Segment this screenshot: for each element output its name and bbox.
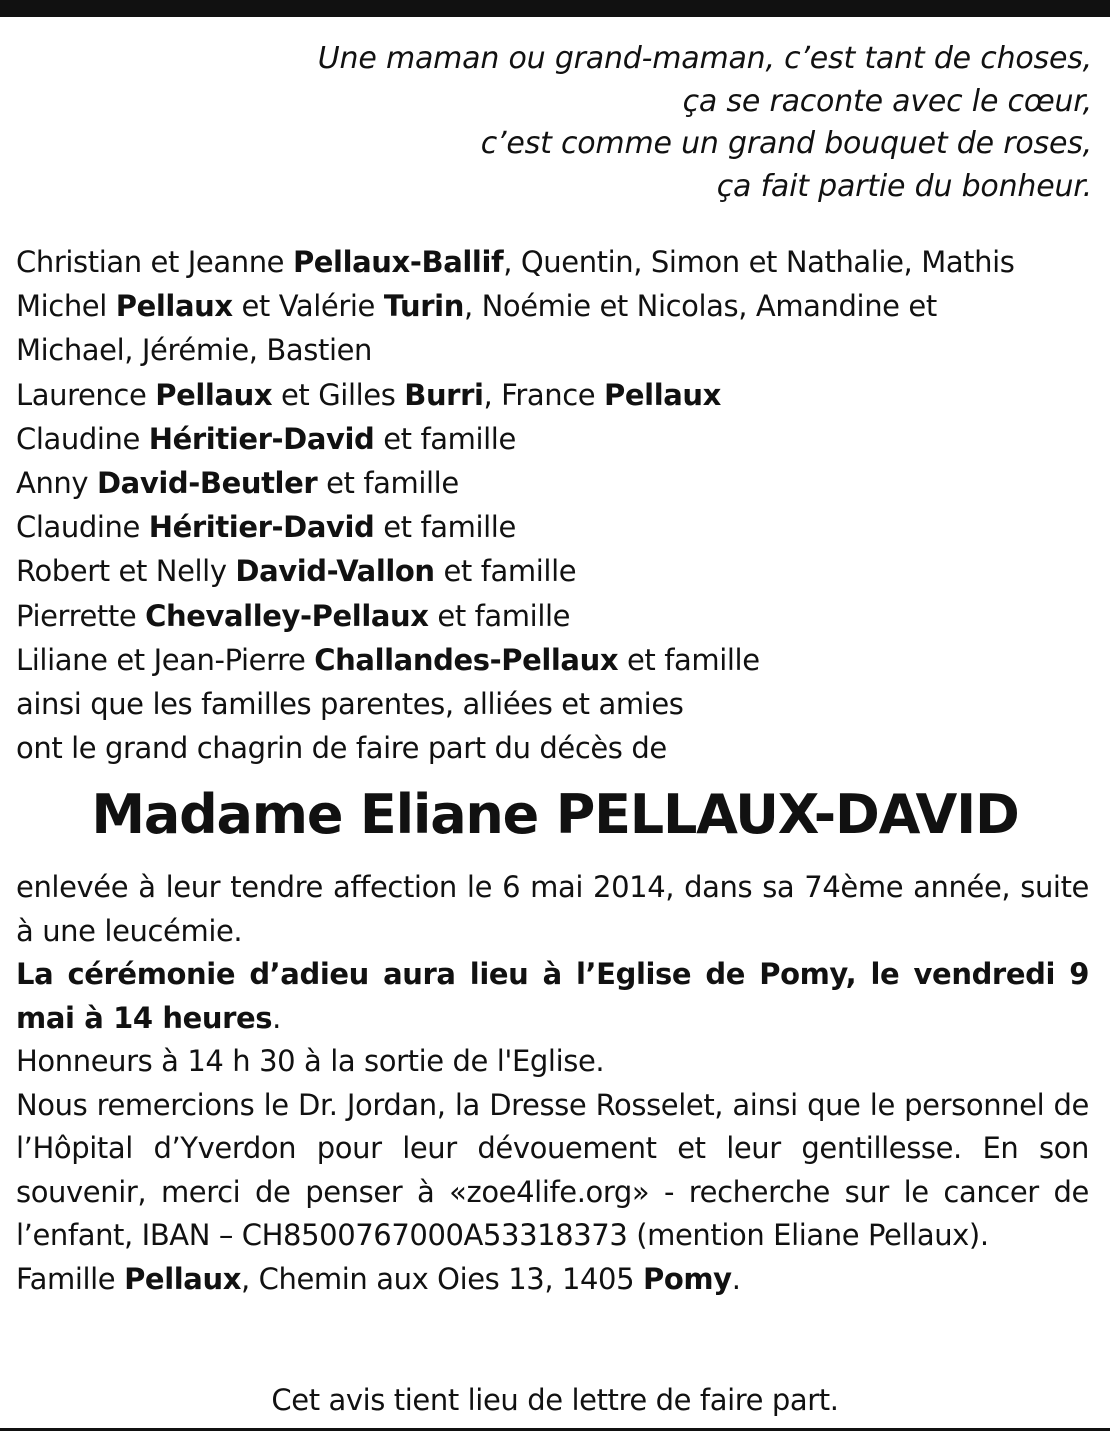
text-segment: , Noémie et Nicolas, Amandine et (463, 289, 937, 324)
text-segment: Robert et Nelly (16, 554, 236, 589)
family-line (16, 638, 1096, 682)
family-surname: Héritier-David (148, 510, 375, 545)
text-segment: et Valérie (232, 289, 384, 324)
text-segment: Claudine (16, 421, 149, 456)
family-line (16, 328, 1096, 372)
family-surname: David-Vallon (235, 554, 435, 589)
family-line (16, 594, 1096, 638)
text-segment: , France (483, 377, 605, 412)
top-border-rule (0, 0, 1110, 17)
text-segment: Claudine (16, 510, 149, 545)
family-line (16, 549, 1096, 593)
poem-line: ça se raconte avec le cœur, (682, 83, 1092, 119)
text-segment: . (272, 1000, 281, 1035)
address-paragraph (16, 1258, 1089, 1302)
text-segment: ont le grand chagrin de faire part du décès de (16, 731, 667, 766)
ceremony-paragraph (16, 953, 1089, 1040)
text-segment: Anny (16, 466, 97, 501)
text-segment: Michael, Jérémie, Bastien (16, 333, 373, 368)
family-surname: Challandes-Pellaux (314, 642, 619, 677)
family-surname: Pellaux (124, 1261, 242, 1296)
family-surname: Pellaux (604, 377, 721, 412)
family-line (16, 284, 1096, 328)
poem-verse (92, 38, 1092, 208)
family-surname: Turin (383, 289, 464, 324)
text-segment: et Gilles (272, 377, 405, 412)
deceased-name-heading: Madame Eliane PELLAUX-DAVID (91, 783, 1019, 846)
family-line (16, 373, 1096, 417)
text-segment: Famille (16, 1261, 125, 1296)
text-segment: Pierrette (16, 598, 146, 633)
text-segment: , Quentin, Simon et Nathalie, Mathis (503, 245, 1015, 279)
family-surname: Chevalley-Pellaux (145, 598, 429, 633)
ceremony-info: La cérémonie d’adieu aura lieu à l’Eglise de Pomy, le vendredi 9 mai à 14 heures (16, 957, 1089, 1035)
text-segment: et famille (374, 510, 516, 545)
bottom-border-rule (0, 1428, 1110, 1431)
family-line (16, 726, 1096, 770)
passing-paragraph: enlevée à leur tendre affection le 6 mai 2014, dans sa 74ème année, suite à une leucémie. (16, 870, 1089, 948)
family-line (16, 240, 1096, 284)
family-surname: Pellaux (115, 289, 233, 324)
text-segment: . (731, 1261, 741, 1296)
poem-line: Une maman ou grand-maman, c’est tant de choses, (317, 41, 1092, 76)
text-segment: et famille (434, 554, 577, 589)
family-surname: Pellaux (155, 377, 273, 412)
announcement-details (16, 866, 1089, 1301)
text-segment: Laurence (16, 377, 156, 412)
village-name: Pomy (642, 1261, 732, 1296)
family-line (16, 417, 1096, 461)
text-segment: Michel (16, 289, 116, 324)
family-line (16, 505, 1096, 549)
closing-note: Cet avis tient lieu de lettre de faire part. (271, 1383, 839, 1417)
text-segment: , Chemin aux Oies 13, 1405 (241, 1261, 643, 1296)
family-announcement (16, 240, 1096, 770)
text-segment: et famille (428, 598, 571, 633)
family-surname: Pellaux-Ballif (292, 245, 504, 279)
text-segment: Christian et Jeanne (16, 245, 293, 279)
text-segment: Liliane et Jean-Pierre (16, 642, 315, 677)
family-line (16, 461, 1096, 505)
family-surname: David-Beutler (96, 466, 318, 501)
text-segment: et famille (618, 642, 760, 677)
poem-line: ça fait partie du bonheur. (716, 168, 1092, 204)
honours-paragraph: Honneurs à 14 h 30 à la sortie de l'Eglise. (16, 1044, 605, 1078)
thanks-paragraph: Nous remercions le Dr. Jordan, la Dresse Rosselet, ainsi que le personnel de l’Hôpital d’Yverdon pour leur dévouement et leur gentillesse. En son souvenir, merci de penser à «zoe4life.org» - recherche sur le cancer de l’enfant, IBAN – CH8500767000A53318373 (mention Eliane Pellaux). (16, 1087, 1089, 1252)
family-line (16, 682, 1096, 726)
poem-line: c’est comme un grand bouquet de roses, (480, 126, 1092, 161)
family-surname: Héritier-David (148, 421, 375, 456)
text-segment: et famille (374, 421, 516, 456)
family-surname: Burri (404, 377, 484, 412)
text-segment: et famille (317, 466, 459, 501)
text-segment: ainsi que les familles parentes, alliées et amies (16, 687, 684, 722)
